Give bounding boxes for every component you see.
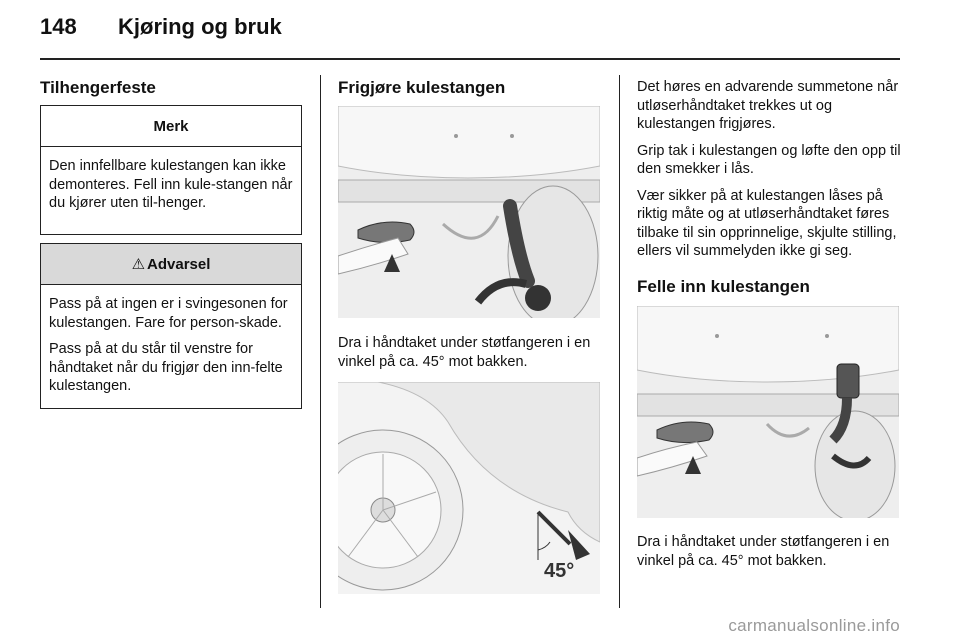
illustration-fold <box>637 306 899 518</box>
angle-label: 45° <box>544 560 575 582</box>
warning-paragraph-2: Pass på at du står til venstre for håndtaket når du frigjør den inn-felte kulestangen. <box>49 341 283 394</box>
section-title-trailer-hitch: Tilhengerfeste <box>40 78 156 97</box>
caption-release: Dra i håndtaket under støtfangeren i en vinkel på ca. 45° mot bakken. <box>338 335 591 370</box>
warning-box-header <box>41 244 301 285</box>
header-divider <box>40 58 900 60</box>
illustration-angle <box>338 382 600 594</box>
illustration-release-handle <box>338 106 600 318</box>
col3-paragraph-2: Grip tak i kulestangen og løfte den opp til den smekker i lås. <box>637 142 901 177</box>
chapter-title: Kjøring og bruk <box>118 14 282 39</box>
note-box-text: Den innfellbare kulestangen kan ikke demonteres. Fell inn kule-stangen når du kjører uten til-henger. <box>49 158 293 211</box>
warning-paragraph-1: Pass på at ingen er i svingesonen for kulestangen. Fare for person-skade. <box>49 296 288 331</box>
caption-fold: Dra i håndtaket under støtfangeren i en vinkel på ca. 45° mot bakken. <box>637 534 890 569</box>
section-title-release-towbar: Frigjøre kulestangen <box>338 78 506 97</box>
col3-paragraph-1: Det høres en advarende summetone når utløserhåndtaket trekkes ut og kulestangen frigjøres. <box>637 79 899 132</box>
warning-box-title: Advarsel <box>147 255 211 273</box>
col3-paragraph-3: Vær sikker på at kulestangen låses på riktig måte og at utløserhåndtaket føres tilbake til sin opprinnelige, skjulte stilling, ellers vil summelyden ikke gi seg. <box>637 187 897 259</box>
column-divider-2 <box>619 75 620 608</box>
column3-text <box>637 78 907 269</box>
warning-box <box>40 243 302 409</box>
watermark: carmanualsonline.info <box>728 616 900 635</box>
note-box <box>40 105 302 235</box>
page-number: 148 <box>40 14 77 39</box>
note-box-title: Merk <box>41 106 301 147</box>
section-title-fold-towbar: Felle inn kulestangen <box>637 277 810 296</box>
warning-triangle-icon: ⚠ <box>131 256 146 273</box>
column-divider-1 <box>320 75 321 608</box>
